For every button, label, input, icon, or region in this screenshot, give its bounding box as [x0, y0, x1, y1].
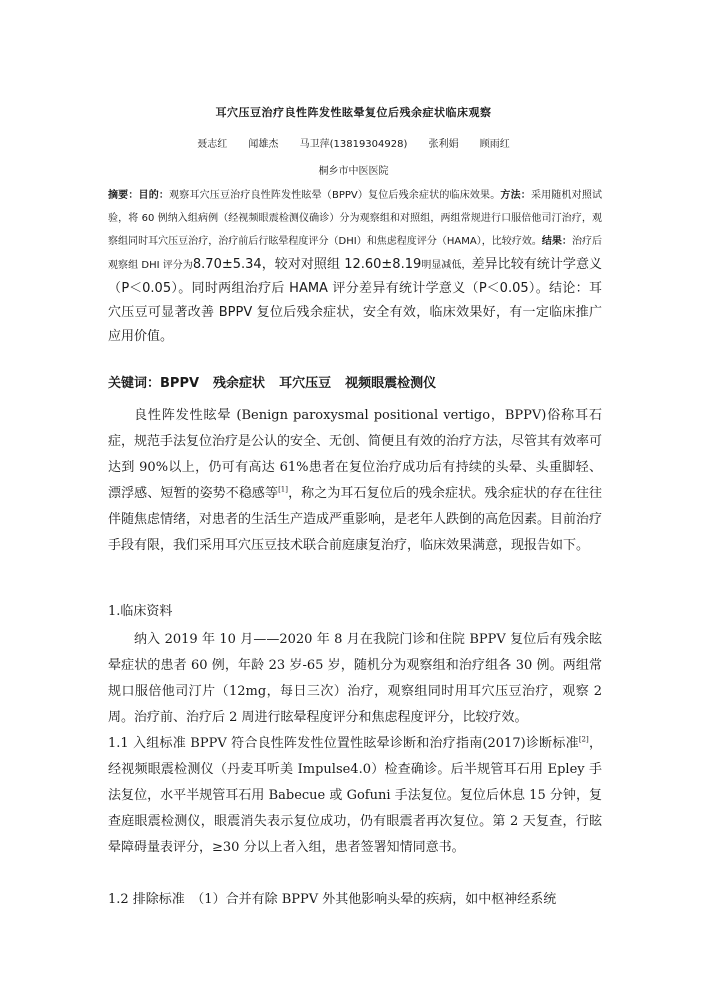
author-list: [0, 135, 707, 150]
keywords: [108, 372, 602, 391]
result-text-a: 治疗后观察组 DHI 评分为: [108, 236, 603, 271]
section-heading: 1.临床资料: [108, 604, 173, 619]
result-label: 结果：: [541, 236, 572, 247]
method-label: 方法：: [500, 190, 531, 201]
citation-ref: [1]: [278, 485, 288, 494]
keyword: 耳穴压豆: [279, 376, 332, 391]
author: 马卫萍(13819304928): [299, 139, 408, 150]
intro-text-a: 良性阵发性眩晕 (Benign paroxysmal positional vertigo，BPPV)俗称耳石症，规范手法复位治疗是公认的安全、无创、简便且有效的治疗方法，尽管其有效率可达到 90%以上，仍可有高达 61%患者在复位治疗成功后有持续的头晕、头重脚轻、漂浮感、短暂的姿势不稳感等: [108, 408, 603, 501]
objective-text: 观察耳穴压豆治疗良性阵发性眩晕（BPPV）复位后残余症状的临床效果。: [169, 190, 501, 201]
keyword: BPPV: [160, 376, 200, 391]
keywords-label: 关键词：: [108, 376, 161, 391]
intro-paragraph: [108, 403, 602, 559]
author: 聂志红: [197, 139, 228, 150]
result-text-d: 差异比较有统计学意义（P＜0.05）。同时两组治疗后 HAMA 评分差异有统计学意义（P＜0.05）。结论：耳穴压豆可显著改善 BPPV 复位后残余症状，安全有效，临床效果好，有一定临床推广应用价值。: [108, 257, 602, 344]
keyword: 视频眼震检测仪: [345, 376, 437, 391]
abstract: [108, 184, 602, 349]
author: 闻雄杰: [248, 139, 279, 150]
result-text-b: 8.70±5.34，较对对照组 12.60±8.19: [192, 257, 422, 272]
author: 张利娟: [428, 139, 459, 150]
keyword: 残余症状: [213, 376, 266, 391]
author: 顾雨红: [479, 139, 510, 150]
clinical-paragraph: 纳入 2019 年 10 月——2020 年 8 月在我院门诊和住院 BPPV 复位后有残余眩晕症状的患者 60 例，年龄 23 岁-65 岁，随机分为观察组和治疗组各 30 例。两组常规口服倍他司汀片（12mg，每日三次）治疗，观察组同时用耳穴压豆治疗，观察 2 周。治疗前、治疗后 2 周进行眩晕程度评分和焦虑程度评分，比较疗效。: [108, 632, 602, 725]
inclusion-text-a: 1.1 入组标准 BPPV 符合良性阵发性位置性眩晕诊断和治疗指南(2017)诊断标准: [108, 736, 579, 751]
inclusion-text-b: ，经视频眼震检测仪（丹麦耳听美 Impulse4.0）检查确诊。后半规管耳石用 Epley 手法复位，水平半规管耳石用 Babecue 或 Gofuni 手法复位。复位后休息 15 分钟，复查庭眼震检测仪，眼震消失表示复位成功，仍有眼震者再次复位。第 2 天复查，行眩晕障碍量表评分，≥30 分以上者入组，患者签署知情同意书。: [108, 736, 602, 855]
abstract-label: 摘要：: [108, 190, 139, 201]
inclusion-criteria: [108, 731, 602, 861]
citation-ref: [2]: [578, 735, 589, 744]
intro-text-b: ，称之为耳石复位后的残余症状。残余症状的存在往往伴随焦虑情绪，对患者的生活生产造成严重影响，是老年人跌倒的高危因素。目前治疗手段有限，我们采用耳穴压豆技术联合前庭康复治疗，临床效果满意，现报告如下。: [108, 486, 603, 553]
result-text-c: 明显减低，: [421, 260, 472, 271]
method-text: 采用随机对照试验，将 60 例纳入组病例（经视频眼震检测仪确诊）分为观察组和对照组，两组常规进行口服倍他司汀治疗，观察组同时耳穴压豆治疗，治疗前后行眩晕程度评分（DHI）和焦虑程度评分（HAMA），比较疗效。: [108, 190, 603, 247]
exclusion-criteria: 1.2 排除标准 （1）合并有除 BPPV 外其他影响头晕的疾病，如中枢神经系统: [108, 892, 557, 907]
objective-label: 目的：: [138, 190, 170, 201]
affiliation: 桐乡市中医医院: [318, 166, 389, 177]
paper-title: 耳穴压豆治疗良性阵发性眩晕复位后残余症状临床观察: [215, 106, 492, 119]
